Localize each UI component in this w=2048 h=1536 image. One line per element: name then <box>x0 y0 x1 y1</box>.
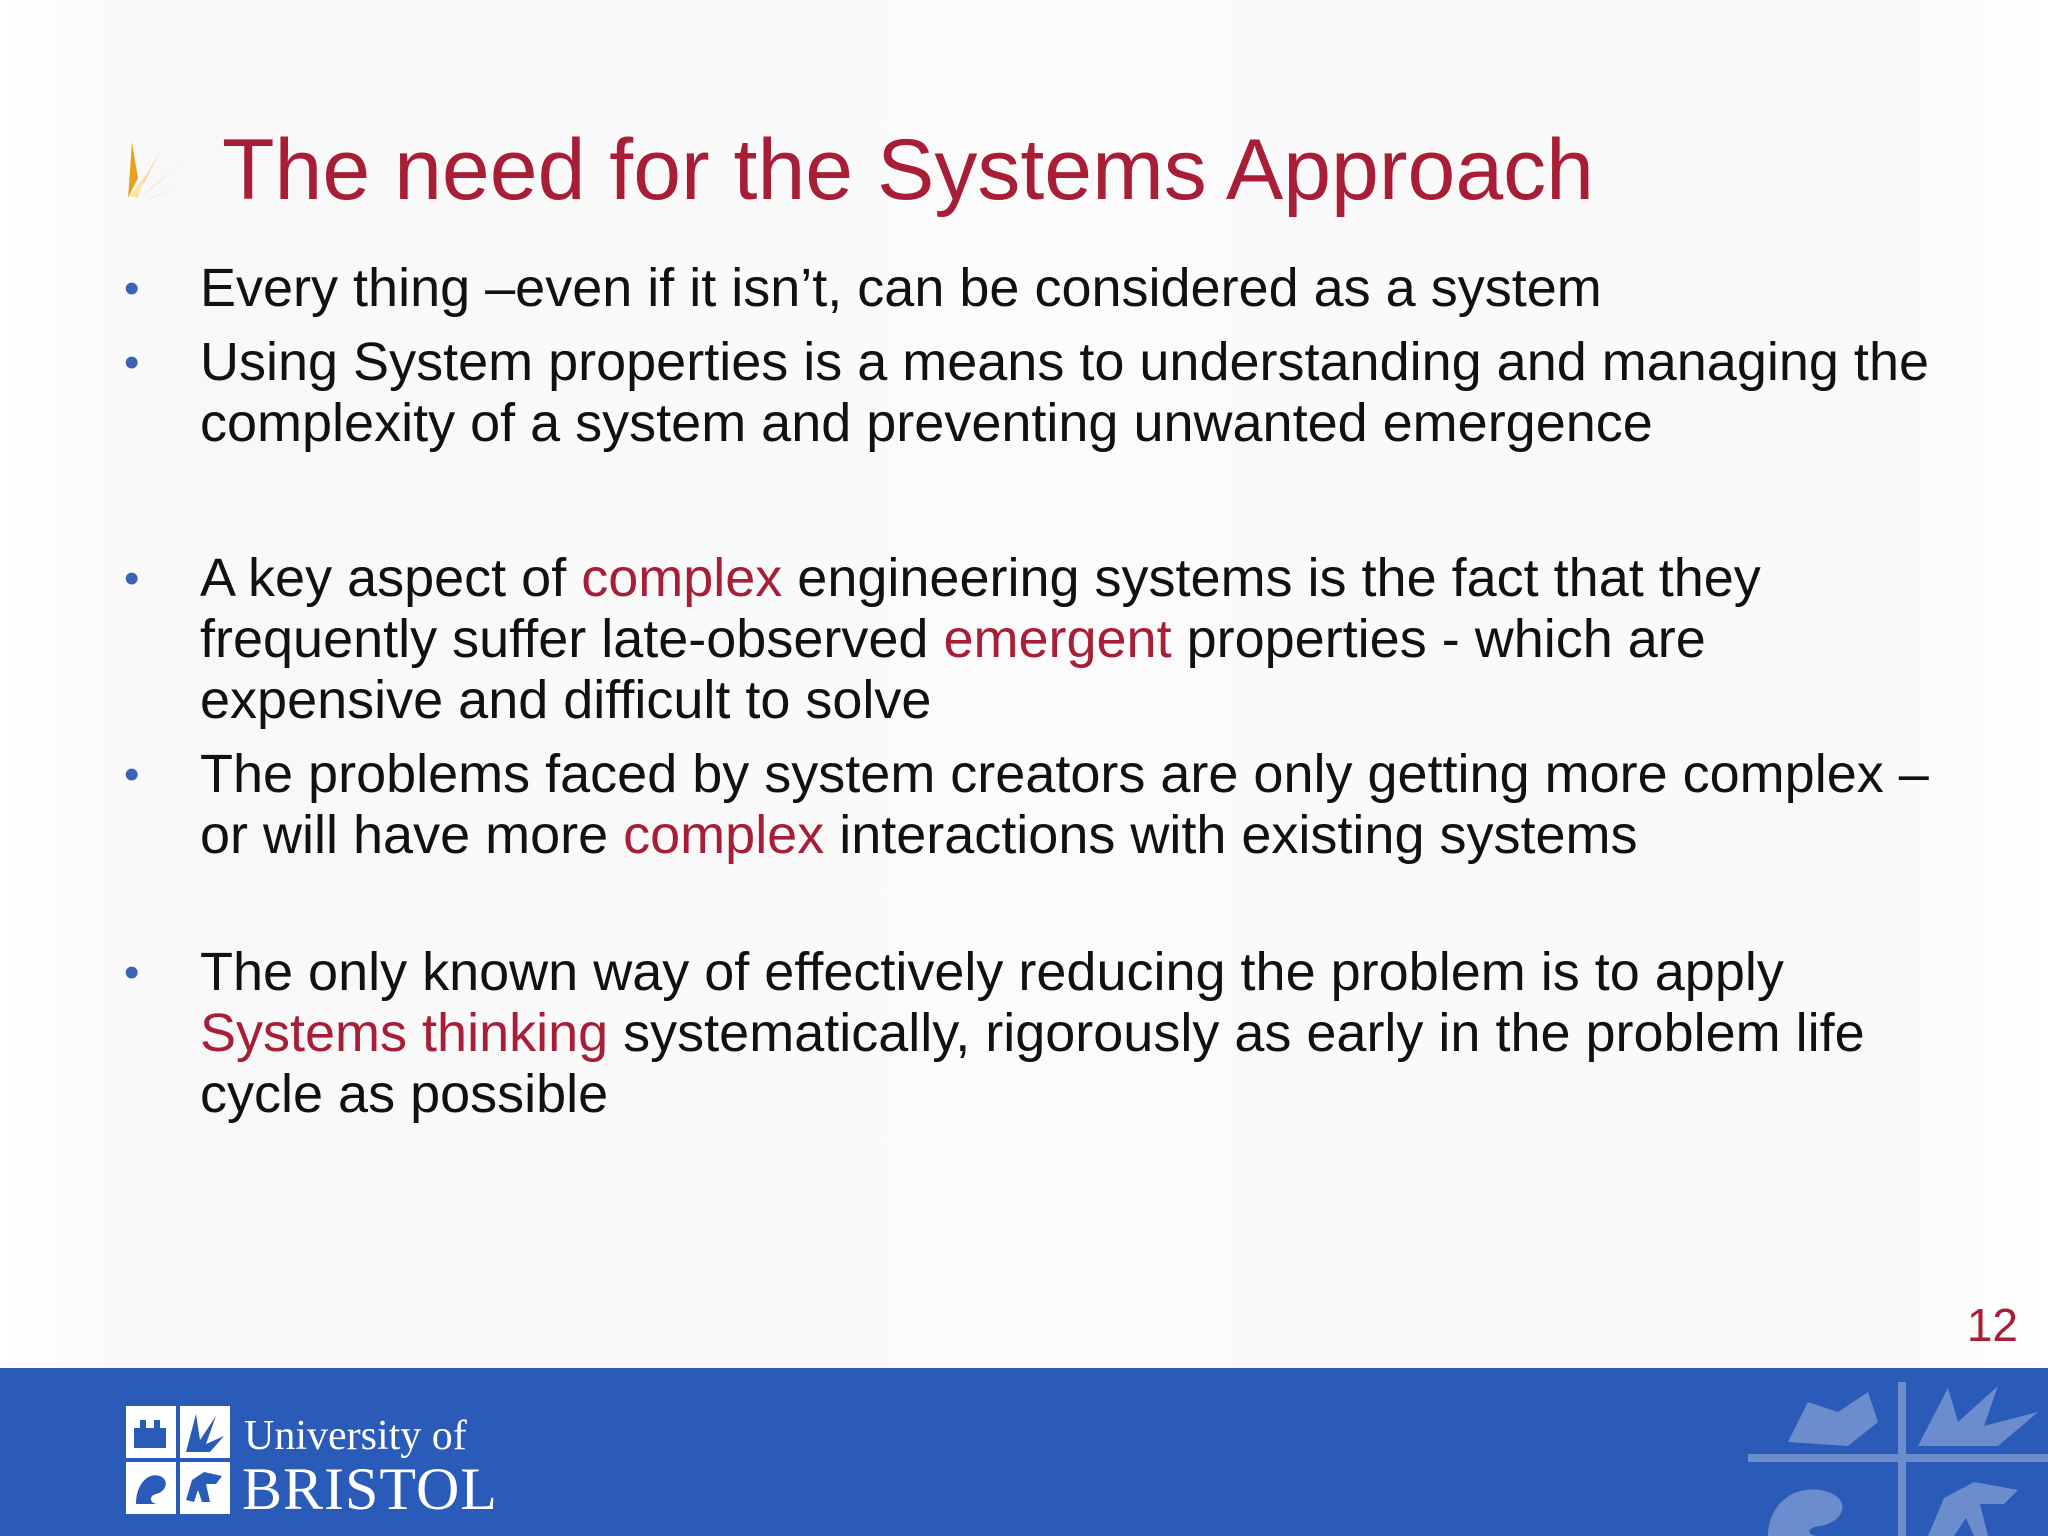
bullet-text: properties - which are expensive and difficult to solve <box>200 609 1706 730</box>
university-logo-line1: University of <box>244 1413 467 1459</box>
bullet-text: A key aspect of <box>200 548 582 608</box>
highlight-term: emergent <box>943 609 1172 669</box>
faded-crest-watermark-icon <box>1748 1382 2048 1536</box>
highlight-term: Systems thinking <box>200 1003 609 1063</box>
slide-title: The need for the Systems Approach <box>222 122 1595 218</box>
bullet-text: The only known way of effectively reducing the problem is to apply <box>200 942 1784 1002</box>
university-logo-line2: BRISTOL <box>242 1456 498 1522</box>
bullet-text: engineering systems is the fact that they frequently suffer late-observed <box>200 548 1761 669</box>
flame-logo-icon <box>124 138 186 200</box>
bullet-marker-icon: • <box>124 554 140 603</box>
bullet-item <box>124 744 1940 866</box>
bullet-item <box>124 332 1940 454</box>
bullet-marker-icon: • <box>124 948 140 997</box>
bullet-text: Using System properties is a means to understanding and managing the complexity of a system and preventing unwanted emergence <box>200 332 1930 453</box>
bullet-item <box>124 258 1940 319</box>
university-crest-icon <box>126 1406 230 1514</box>
bullet-marker-icon: • <box>124 338 140 387</box>
bullet-text: systematically, rigorously as early in the problem life cycle as possible <box>200 1003 1865 1124</box>
bullet-text: Every thing –even if it isn’t, can be considered as a system <box>200 258 1602 318</box>
highlight-term: complex <box>623 805 825 865</box>
page-number: 12 <box>1966 1299 2018 1351</box>
bullet-item <box>124 548 1940 731</box>
bullet-marker-icon: • <box>124 264 140 313</box>
bullet-item <box>124 942 1940 1125</box>
footer-band <box>0 1368 2048 1536</box>
bullet-marker-icon: • <box>124 750 140 799</box>
bullet-text: interactions with existing systems <box>824 805 1638 865</box>
highlight-term: complex <box>581 548 783 608</box>
bullet-text: The problems faced by system creators are only getting more complex – or will have more <box>200 744 1929 865</box>
